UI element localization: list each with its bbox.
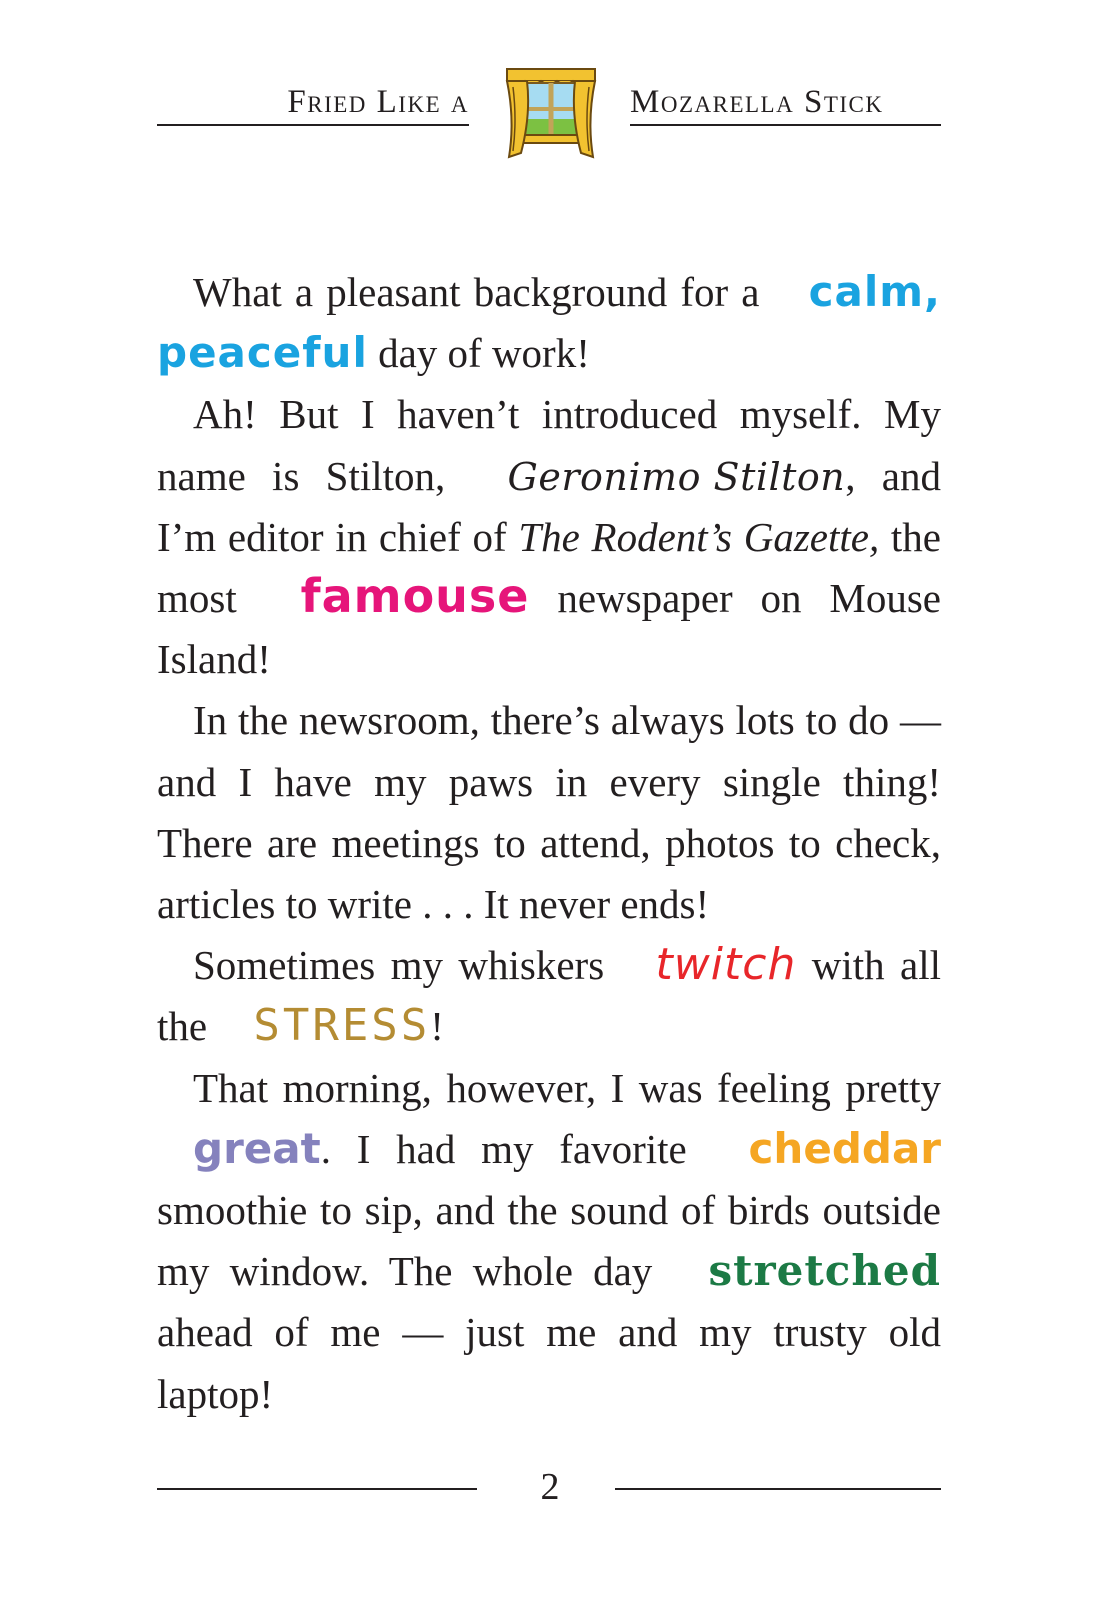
newspaper-title: The Rodent’s Gazette, xyxy=(518,513,880,560)
text-run: , and I’m editor in chief of xyxy=(157,452,942,560)
running-header-right: Mozarella Stick xyxy=(630,80,941,126)
window-icon xyxy=(501,65,601,161)
text-run: newspaper on Mouse Island! xyxy=(157,575,941,683)
styled-word-famouse: famouse xyxy=(300,569,530,624)
paragraph-1 xyxy=(157,262,941,384)
styled-word-twitch: twitch xyxy=(655,939,797,991)
text-run: ahead of me — just me and my trusty old laptop! xyxy=(157,1309,941,1417)
text-run: with all the xyxy=(157,942,941,1050)
text-run: Ah! But I haven’t introduced myself. My name is Stilton, xyxy=(157,391,941,499)
text-run: ! xyxy=(430,1003,444,1050)
text-run: Sometimes my whiskers xyxy=(193,942,620,989)
styled-word-stretched: stretched xyxy=(708,1246,941,1296)
text-run: That morning, however, I was feeling pretty xyxy=(193,1064,941,1111)
text-run: . I had my favorite xyxy=(320,1125,713,1172)
paragraph-3: In the newsroom, there’s always lots to do — and I have my paws in every single thing! There are meetings to attend, photos to check, articles to write . . . It never ends! xyxy=(157,697,941,928)
styled-word-great: great xyxy=(193,1123,321,1173)
footer-rule-right xyxy=(615,1488,941,1490)
text-run: the most xyxy=(157,513,941,622)
styled-word-stress: STRESS xyxy=(253,1000,431,1052)
paragraph-5 xyxy=(157,1058,941,1425)
footer-rule-left xyxy=(157,1488,477,1490)
story-text xyxy=(157,262,941,1425)
paragraph-4 xyxy=(157,935,941,1057)
text-run: day of work! xyxy=(367,330,590,377)
page-number: 2 xyxy=(540,1466,560,1508)
styled-name-geronimo-stilton: Geronimo Stilton xyxy=(507,454,846,499)
text-run: What a pleasant background for a xyxy=(193,269,773,315)
running-header-left: Fried Like a xyxy=(157,80,469,126)
styled-word-calm: calm, xyxy=(808,267,941,316)
paragraph-2 xyxy=(157,384,941,690)
text-run: smoothie to sip, and the sound of birds outside my window. The whole day xyxy=(157,1187,941,1295)
styled-word-cheddar: cheddar xyxy=(748,1123,941,1173)
styled-word-peaceful: peaceful xyxy=(157,328,368,378)
